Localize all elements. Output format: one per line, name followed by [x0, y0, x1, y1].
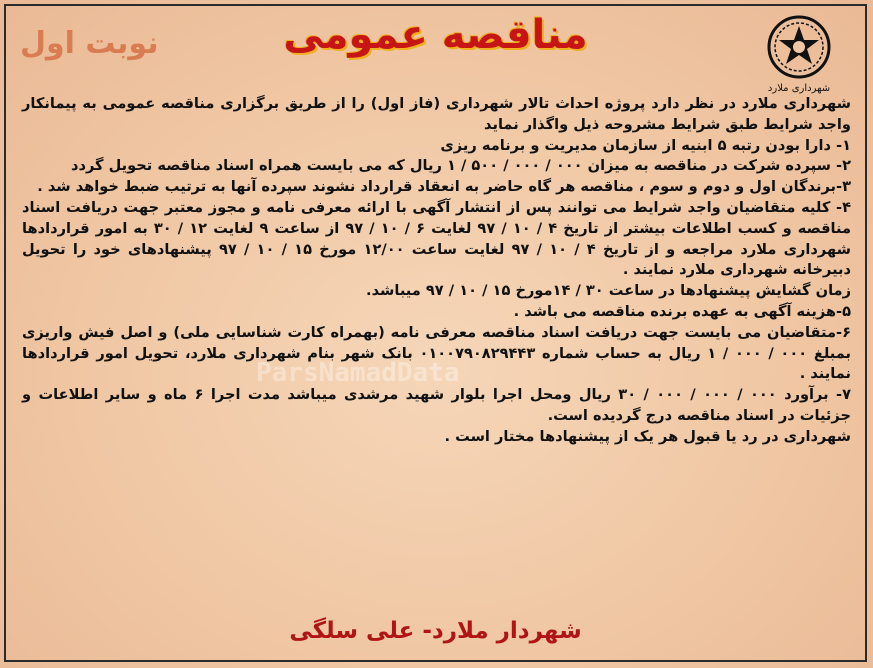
condition-4: ۴- کلیه متقاضیان واجد شرایط می توانند پس از انتشار آگهی با ارائه معرفی نامه و مجوز معتبر جهت دریافت اسناد مناقصه و کسب اطلاعات بیشتر از تاریخ ۴ / ۱۰ / ۹۷ لغایت ۶ / ۱۰ / ۹۷ از ساعت ۹ لغایت ۱۲ / ۳۰ به امور قراردادها شهرداری ملارد مراجعه و از تاریخ ۴ / ۱۰ / ۹۷ لغایت ساعت ۱۲/۰۰ مورخ ۱۵ / ۱۰ / ۹۷ پیشنهادهای خود را تحویل دبیرخانه شهرداری ملارد نمایند . — [22, 198, 852, 279]
condition-5: ۵-هزینه آگهی به عهده برنده مناقصه می باشد . — [513, 302, 851, 320]
opening-time: زمان گشایش پیشنهادها در ساعت ۳۰ / ۱۴مورخ ۱۵ / ۱۰ / ۹۷ میباشد. — [366, 282, 851, 300]
notice-frame — [4, 4, 867, 662]
header — [6, 6, 865, 96]
condition-6: ۶-متقاضیان می بایست جهت دریافت اسناد مناقصه معرفی نامه (بهمراه کارت شناسایی ملی) و اصل فیش واریزی بمبلغ ۰۰۰ / ۰۰۰ / ۱ ریال به حساب شماره ۰۱۰۰۷۹۰۸۲۹۴۴۳ بانک شهر بنام شهرداری ملارد، تحویل امور قراردادها نمایند . — [22, 323, 852, 383]
notice-title: مناقصه عمومی — [283, 12, 588, 58]
intro-paragraph: شهرداری ملارد در نظر دارد پروژه احداث تالار شهرداری (فاز اول) را از طریق برگزاری مناقصه عمومی به پیمانکار واجد شرایط طبق شرایط مشروحه ذیل واگذار نماید — [22, 95, 851, 133]
round-label: نوبت اول — [20, 26, 159, 61]
signature: شهردار ملارد- علی سلگی — [289, 618, 582, 644]
logo-caption: شهرداری ملارد — [767, 83, 831, 94]
notice-body — [22, 94, 851, 448]
condition-1: ۱- دارا بودن رتبه ۵ ابنیه از سازمان مدیریت و برنامه ریزی — [440, 136, 851, 154]
watermark: ParsNamadData — [256, 358, 460, 388]
closing-statement: شهرداری در رد یا قبول هر یک از پیشنهادها مختار است . — [444, 427, 851, 445]
condition-2: ۲- سپرده شرکت در مناقصه به میزان ۰۰۰ / ۰۰۰ / ۵۰۰ / ۱ ریال که می بایست همراه اسناد مناقصه تحویل گردد — [70, 157, 851, 175]
seal-icon — [757, 14, 841, 80]
municipality-logo — [757, 14, 841, 94]
condition-3: ۳-برندگان اول و دوم و سوم ، مناقصه هر گاه حاضر به انعقاد قرارداد نشوند سپرده آنها به ترتیب ضبط خواهد شد . — [37, 178, 851, 196]
condition-7: ۷- برآورد ۰۰۰ / ۰۰۰ / ۰۰۰ / ۳۰ ریال ومحل اجرا بلوار شهید مرشدی میباشد مدت اجرا ۶ ماه و سایر اطلاعات و جزئیات در اسناد مناقصه درج گردیده است. — [22, 386, 851, 424]
